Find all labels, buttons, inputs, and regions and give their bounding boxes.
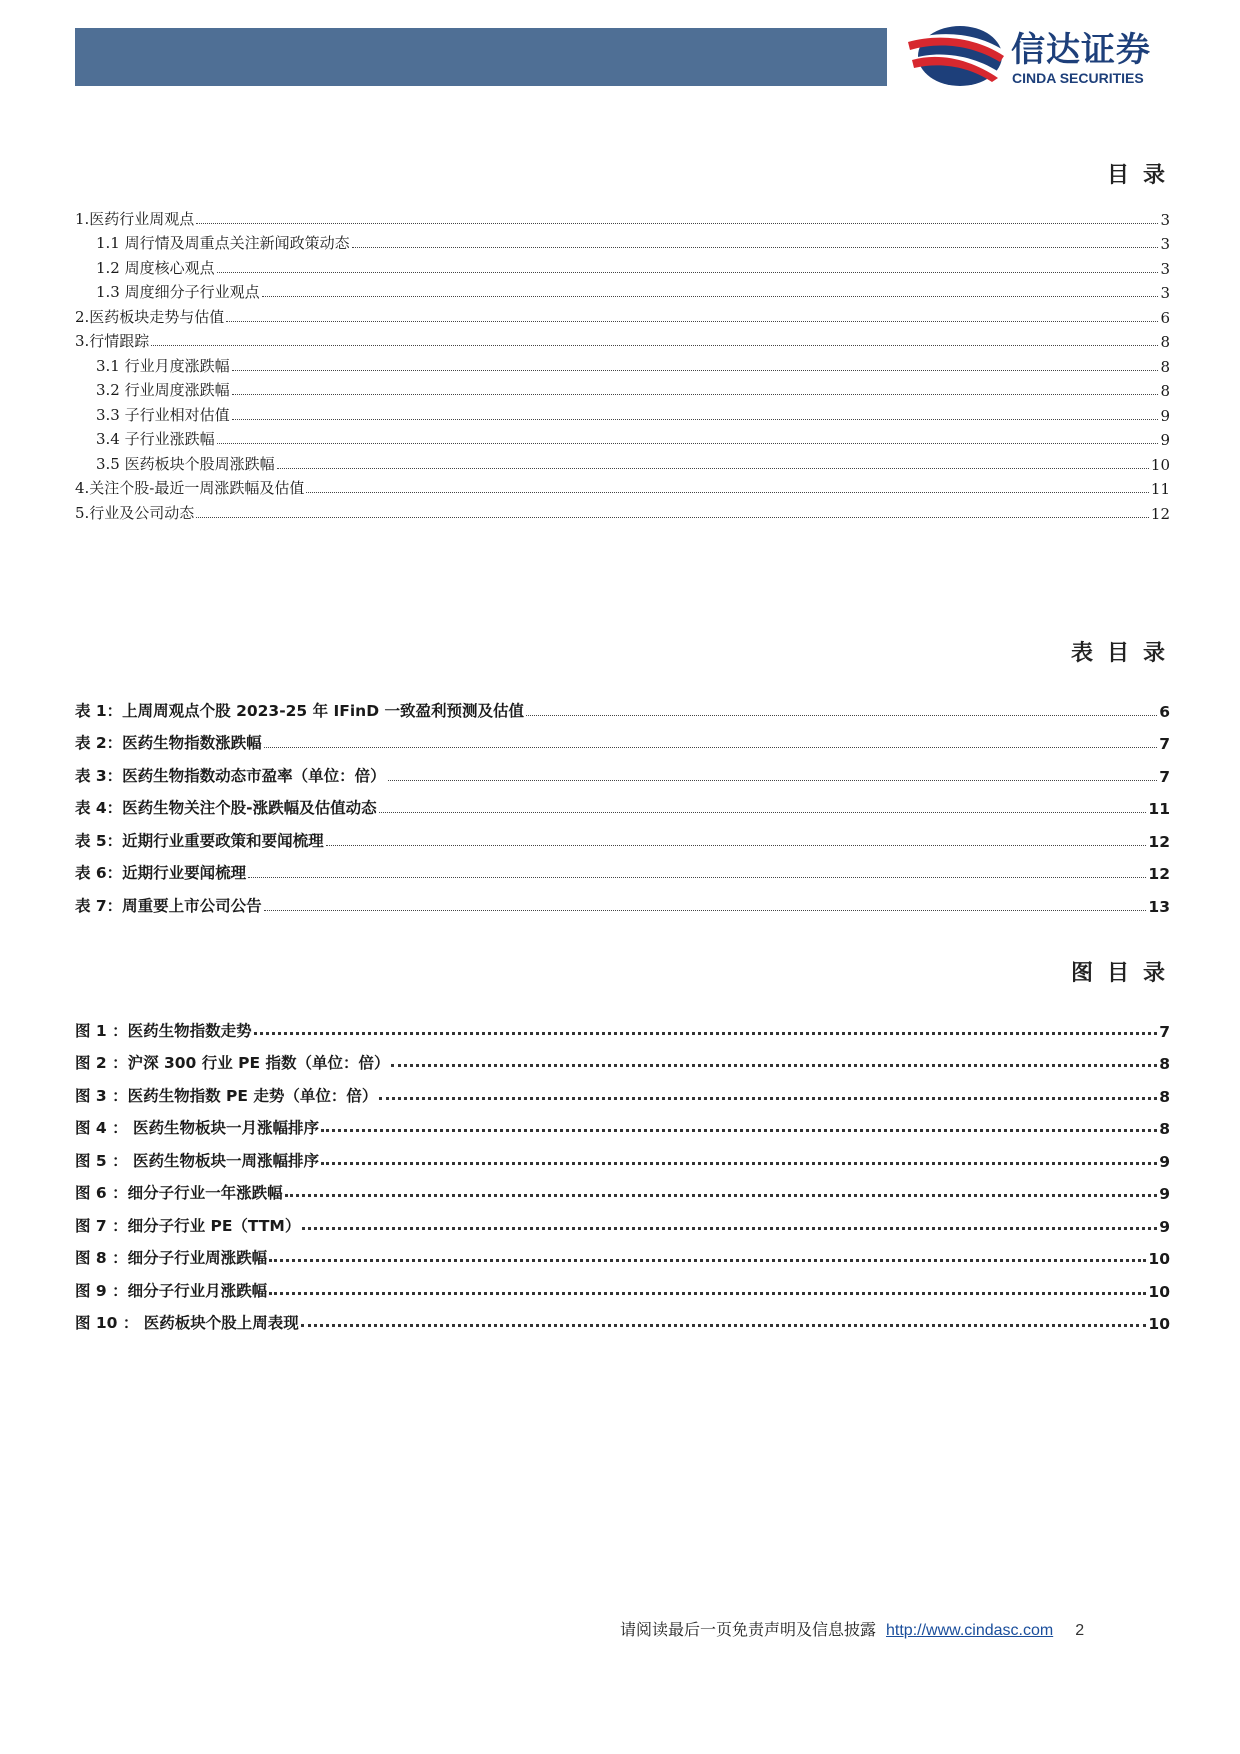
- cinda-logo: [908, 22, 1208, 92]
- toc-entry-page: 12: [1150, 504, 1170, 523]
- figure-entry[interactable]: [75, 1203, 1170, 1236]
- table-entry-label: 表 2：医药生物指数涨跌幅: [75, 734, 262, 752]
- table-entry-page: 12: [1148, 832, 1170, 851]
- dot-leader: [232, 394, 1159, 395]
- toc-entry[interactable]: [75, 474, 1170, 499]
- dot-leader: [352, 247, 1159, 248]
- footer-page-number: 2: [1075, 1622, 1085, 1639]
- dot-leader: [285, 1194, 1158, 1197]
- toc-entry[interactable]: [75, 400, 1170, 425]
- figure-entry-label: 图 7 ：细分子行业 PE（TTM）: [75, 1216, 301, 1235]
- figure-entry[interactable]: [75, 1008, 1170, 1041]
- table-entry-page: 6: [1159, 702, 1170, 721]
- figure-entry-page: 9: [1159, 1152, 1170, 1171]
- toc-entry-page: 8: [1160, 382, 1170, 400]
- figures-title: 图目录: [1070, 960, 1179, 986]
- figure-entry-page: 10: [1148, 1250, 1170, 1268]
- toc-entry[interactable]: [75, 278, 1170, 303]
- dot-leader: [262, 296, 1159, 297]
- toc-entry[interactable]: [75, 229, 1170, 254]
- toc-entry-label: 3.行情跟踪: [75, 332, 150, 350]
- dot-leader: [391, 1064, 1157, 1067]
- toc-entry[interactable]: [75, 425, 1170, 450]
- toc-entry-page: 3: [1160, 235, 1170, 253]
- table-entry-label: 表 4：医药生物关注个股-涨跌幅及估值动态: [75, 799, 377, 817]
- figure-entry-label: 图 6 ：细分子行业一年涨跌幅: [75, 1184, 283, 1202]
- toc-entry[interactable]: [75, 498, 1170, 523]
- figure-entry-label: 图 9 ：细分子行业月涨跌幅: [75, 1281, 268, 1300]
- toc-entry[interactable]: [75, 351, 1170, 376]
- dot-leader: [196, 517, 1149, 518]
- toc-entry-label: 2.医药板块走势与估值: [75, 307, 225, 326]
- dot-leader: [301, 1324, 1147, 1327]
- toc-entry-page: 3: [1160, 259, 1170, 278]
- toc-entry[interactable]: [75, 327, 1170, 352]
- table-entry-label: 表 3：医药生物指数动态市盈率（单位：倍）: [75, 766, 386, 785]
- table-entry-page: 7: [1159, 735, 1170, 753]
- toc-entry[interactable]: [75, 376, 1170, 401]
- table-entry-page: 11: [1148, 800, 1170, 818]
- figure-entry-label: 图 5 ： 医药生物板块一周涨幅排序: [75, 1151, 319, 1170]
- logo-english-text: CINDA SECURITIES: [1012, 70, 1144, 86]
- toc-entry-label: 3.1 行业月度涨跌幅: [96, 356, 230, 375]
- contents-list: [75, 204, 1170, 523]
- table-entry[interactable]: [75, 786, 1170, 819]
- table-entry[interactable]: [75, 753, 1170, 786]
- toc-entry-page: 8: [1160, 357, 1170, 376]
- table-entry-label: 表 5：近期行业重要政策和要闻梳理: [75, 831, 324, 850]
- figure-entry-page: 10: [1148, 1282, 1170, 1301]
- dot-leader: [264, 910, 1147, 911]
- toc-entry-label: 1.3 周度细分子行业观点: [96, 283, 260, 301]
- figures-list: [75, 1008, 1170, 1333]
- table-entry[interactable]: [75, 721, 1170, 754]
- tables-list: [75, 688, 1170, 916]
- cinda-logo-icon: [908, 22, 1008, 88]
- dot-leader: [302, 1227, 1157, 1230]
- toc-entry-label: 4.关注个股-最近一周涨跌幅及估值: [75, 479, 305, 497]
- figure-entry-label: 图 1 ：医药生物指数走势: [75, 1021, 252, 1040]
- table-entry-label: 表 7：周重要上市公司公告: [75, 896, 262, 915]
- toc-entry[interactable]: [75, 302, 1170, 327]
- dot-leader: [388, 780, 1158, 781]
- toc-entry-label: 1.医药行业周观点: [75, 209, 195, 228]
- figure-entry-page: 8: [1159, 1087, 1170, 1106]
- tables-title: 表目录: [1070, 640, 1179, 666]
- toc-entry-label: 1.2 周度核心观点: [96, 258, 215, 277]
- figure-entry-label: 图 4 ： 医药生物板块一月涨幅排序: [75, 1119, 319, 1137]
- figure-entry[interactable]: [75, 1073, 1170, 1106]
- contents-title: 目录: [1106, 162, 1179, 188]
- dot-leader: [248, 877, 1146, 878]
- toc-entry-page: 9: [1160, 406, 1170, 425]
- dot-leader: [264, 747, 1158, 748]
- figure-entry-page: 9: [1159, 1185, 1170, 1203]
- dot-leader: [269, 1259, 1146, 1262]
- toc-entry-label: 3.4 子行业涨跌幅: [96, 430, 215, 448]
- dot-leader: [254, 1032, 1158, 1035]
- toc-entry-page: 10: [1150, 455, 1170, 474]
- figure-entry[interactable]: [75, 1138, 1170, 1171]
- toc-entry-label: 5.行业及公司动态: [75, 503, 195, 522]
- figure-entry-label: 图 8 ：细分子行业周涨跌幅: [75, 1249, 268, 1267]
- dot-leader: [269, 1292, 1146, 1295]
- dot-leader: [217, 272, 1159, 273]
- page-footer: [620, 1617, 1084, 1640]
- figure-entry[interactable]: [75, 1268, 1170, 1301]
- toc-entry-page: 3: [1160, 284, 1170, 302]
- toc-entry-page: 9: [1160, 431, 1170, 449]
- dot-leader: [306, 492, 1149, 493]
- header-bar: [75, 28, 887, 86]
- dot-leader: [379, 1097, 1157, 1100]
- dot-leader: [226, 321, 1158, 322]
- toc-entry-label: 1.1 周行情及周重点关注新闻政策动态: [96, 234, 350, 252]
- figure-entry-page: 8: [1159, 1055, 1170, 1073]
- table-entry-label: 表 1：上周周观点个股 2023-25 年 IFinD 一致盈利预测及估值: [75, 701, 524, 720]
- figure-entry-page: 10: [1148, 1315, 1170, 1333]
- figure-entry[interactable]: [75, 1106, 1170, 1139]
- toc-entry-page: 8: [1160, 333, 1170, 351]
- figure-entry[interactable]: [75, 1171, 1170, 1204]
- toc-entry[interactable]: [75, 449, 1170, 474]
- figure-entry-page: 9: [1159, 1217, 1170, 1236]
- dot-leader: [526, 715, 1157, 716]
- toc-entry-page: 11: [1150, 480, 1170, 498]
- dot-leader: [326, 845, 1147, 846]
- table-entry-page: 13: [1148, 897, 1170, 916]
- dot-leader: [379, 812, 1147, 813]
- footer-website-link[interactable]: http://www.cindasc.com: [886, 1622, 1054, 1639]
- figure-entry[interactable]: [75, 1301, 1170, 1334]
- figure-entry-label: 图 3 ：医药生物指数 PE 走势（单位：倍）: [75, 1086, 378, 1105]
- dot-leader: [151, 345, 1158, 346]
- toc-entry-page: 3: [1160, 210, 1170, 229]
- footer-disclaimer: 请阅读最后一页免责声明及信息披露: [620, 1620, 877, 1639]
- toc-entry-label: 3.3 子行业相对估值: [96, 405, 230, 424]
- figure-entry[interactable]: [75, 1236, 1170, 1269]
- figure-entry-page: 8: [1159, 1120, 1170, 1138]
- toc-entry-label: 3.2 行业周度涨跌幅: [96, 381, 230, 399]
- figure-entry-label: 图 2 ：沪深 300 行业 PE 指数（单位：倍）: [75, 1054, 390, 1072]
- dot-leader: [217, 443, 1159, 444]
- table-entry-page: 7: [1159, 767, 1170, 786]
- dot-leader: [232, 419, 1159, 420]
- toc-entry[interactable]: [75, 253, 1170, 278]
- dot-leader: [232, 370, 1159, 371]
- toc-entry[interactable]: [75, 204, 1170, 229]
- dot-leader: [321, 1129, 1157, 1132]
- table-entry-label: 表 6：近期行业要闻梳理: [75, 864, 247, 882]
- dot-leader: [321, 1162, 1157, 1165]
- logo-chinese-text: 信达证券: [1011, 30, 1151, 70]
- toc-entry-page: 6: [1160, 308, 1170, 327]
- toc-entry-label: 3.5 医药板块个股周涨跌幅: [96, 454, 275, 473]
- table-entry[interactable]: [75, 818, 1170, 851]
- dot-leader: [277, 468, 1149, 469]
- figure-entry-label: 图 10 ： 医药板块个股上周表现: [75, 1314, 299, 1332]
- dot-leader: [196, 223, 1158, 224]
- table-entry[interactable]: [75, 851, 1170, 884]
- figure-entry-page: 7: [1159, 1022, 1170, 1041]
- table-entry-page: 12: [1148, 865, 1170, 883]
- table-entry[interactable]: [75, 883, 1170, 916]
- table-entry[interactable]: [75, 688, 1170, 721]
- figure-entry[interactable]: [75, 1041, 1170, 1074]
